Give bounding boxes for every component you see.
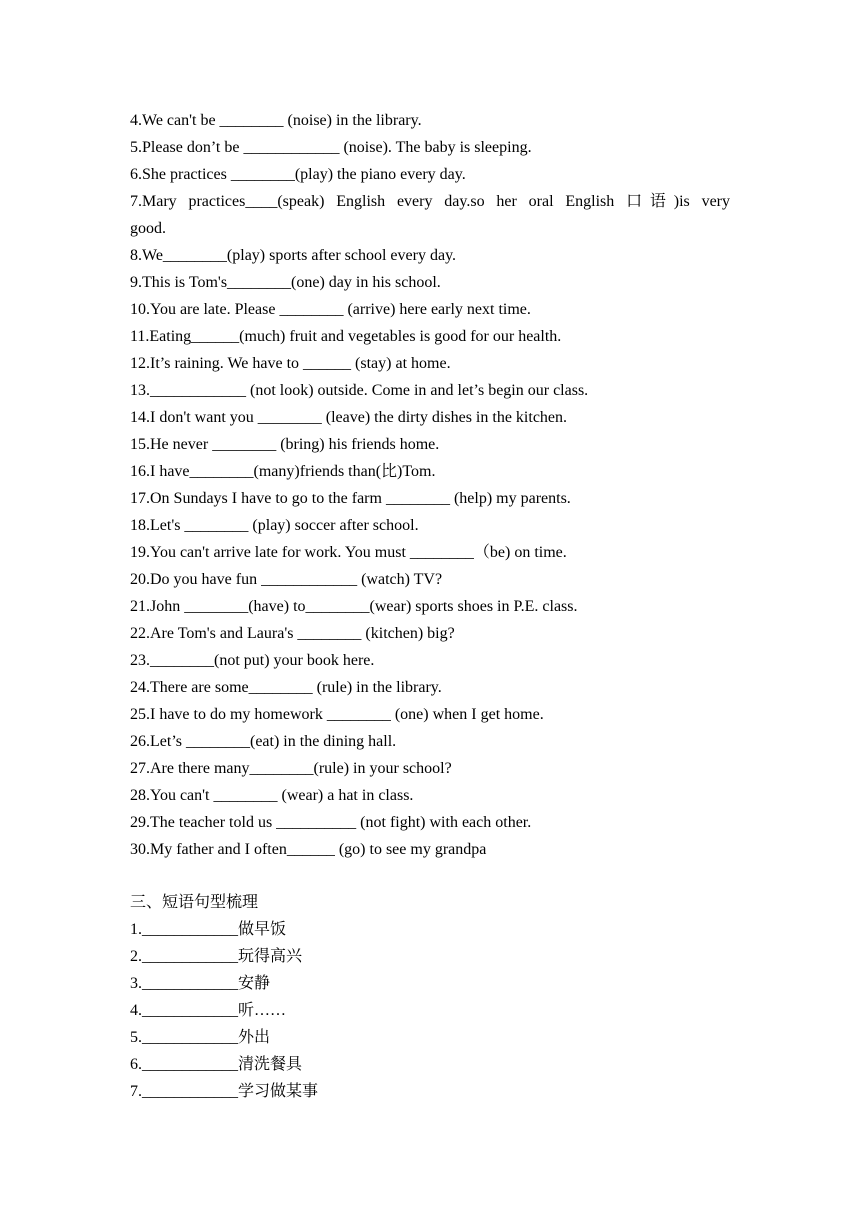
exercise-line: 5.Please don’t be ____________ (noise). The baby is sleeping. <box>130 139 532 156</box>
exercise-line: 6.She practices ________(play) the piano every day. <box>130 166 466 183</box>
phrase-item: 3.____________安静 <box>130 975 271 992</box>
exercise-line: 22.Are Tom's and Laura's ________ (kitchen) big? <box>130 625 455 642</box>
phrase-item: 7.____________学习做某事 <box>130 1083 319 1100</box>
exercise-line: 15.He never ________ (bring) his friends home. <box>130 436 440 453</box>
exercise-line: 17.On Sundays I have to go to the farm ________ (help) my parents. <box>130 490 571 507</box>
exercise-line: 27.Are there many________(rule) in your school? <box>130 760 452 777</box>
phrase-item: 5.____________外出 <box>130 1029 271 1046</box>
exercise-line-continuation: good. <box>130 220 166 237</box>
exercise-line: 19.You can't arrive late for work. You must ________（be) on time. <box>130 544 567 561</box>
exercise-line: 28.You can't ________ (wear) a hat in class. <box>130 787 414 804</box>
exercise-line: 8.We________(play) sports after school every day. <box>130 247 457 264</box>
exercise-line: 29.The teacher told us __________ (not fight) with each other. <box>130 814 532 831</box>
exercise-line: 24.There are some________ (rule) in the library. <box>130 679 442 696</box>
phrase-item: 2.____________玩得高兴 <box>130 948 303 965</box>
exercise-line: 25.I have to do my homework ________ (one) when I get home. <box>130 706 544 723</box>
exercise-line: 21.John ________(have) to________(wear) sports shoes in P.E. class. <box>130 598 578 615</box>
exercise-line: 4.We can't be ________ (noise) in the library. <box>130 112 422 129</box>
exercise-line: 11.Eating______(much) fruit and vegetables is good for our health. <box>130 328 562 345</box>
exercise-line: 10.You are late. Please ________ (arrive) here early next time. <box>130 301 531 318</box>
phrase-item: 4.____________听…… <box>130 1002 287 1019</box>
phrase-item: 6.____________清洗餐具 <box>130 1056 303 1073</box>
exercise-line: 26.Let’s ________(eat) in the dining hall. <box>130 733 397 750</box>
section-spacer <box>130 863 730 889</box>
exercise-line: 16.I have________(many)friends than(比)Tom. <box>130 463 436 480</box>
phrase-item: 1.____________做早饭 <box>130 921 287 938</box>
section-heading: 三、短语句型梳理 <box>130 894 259 911</box>
exercise-line: 20.Do you have fun ____________ (watch) TV? <box>130 571 443 588</box>
page-content <box>130 107 730 1105</box>
exercise-line: 18.Let's ________ (play) soccer after school. <box>130 517 419 534</box>
exercise-line: 14.I don't want you ________ (leave) the dirty dishes in the kitchen. <box>130 409 568 426</box>
exercise-line: 23.________(not put) your book here. <box>130 652 375 669</box>
exercise-line: 30.My father and I often______ (go) to see my grandpa <box>130 841 487 858</box>
exercise-line: 7.Mary practices____(speak) English every day.so her oral English 口语)is very <box>130 193 730 210</box>
exercise-line: 13.____________ (not look) outside. Come in and let’s begin our class. <box>130 382 589 399</box>
exercise-line: 12.It’s raining. We have to ______ (stay) at home. <box>130 355 451 372</box>
exercise-line: 9.This is Tom's________(one) day in his school. <box>130 274 441 291</box>
